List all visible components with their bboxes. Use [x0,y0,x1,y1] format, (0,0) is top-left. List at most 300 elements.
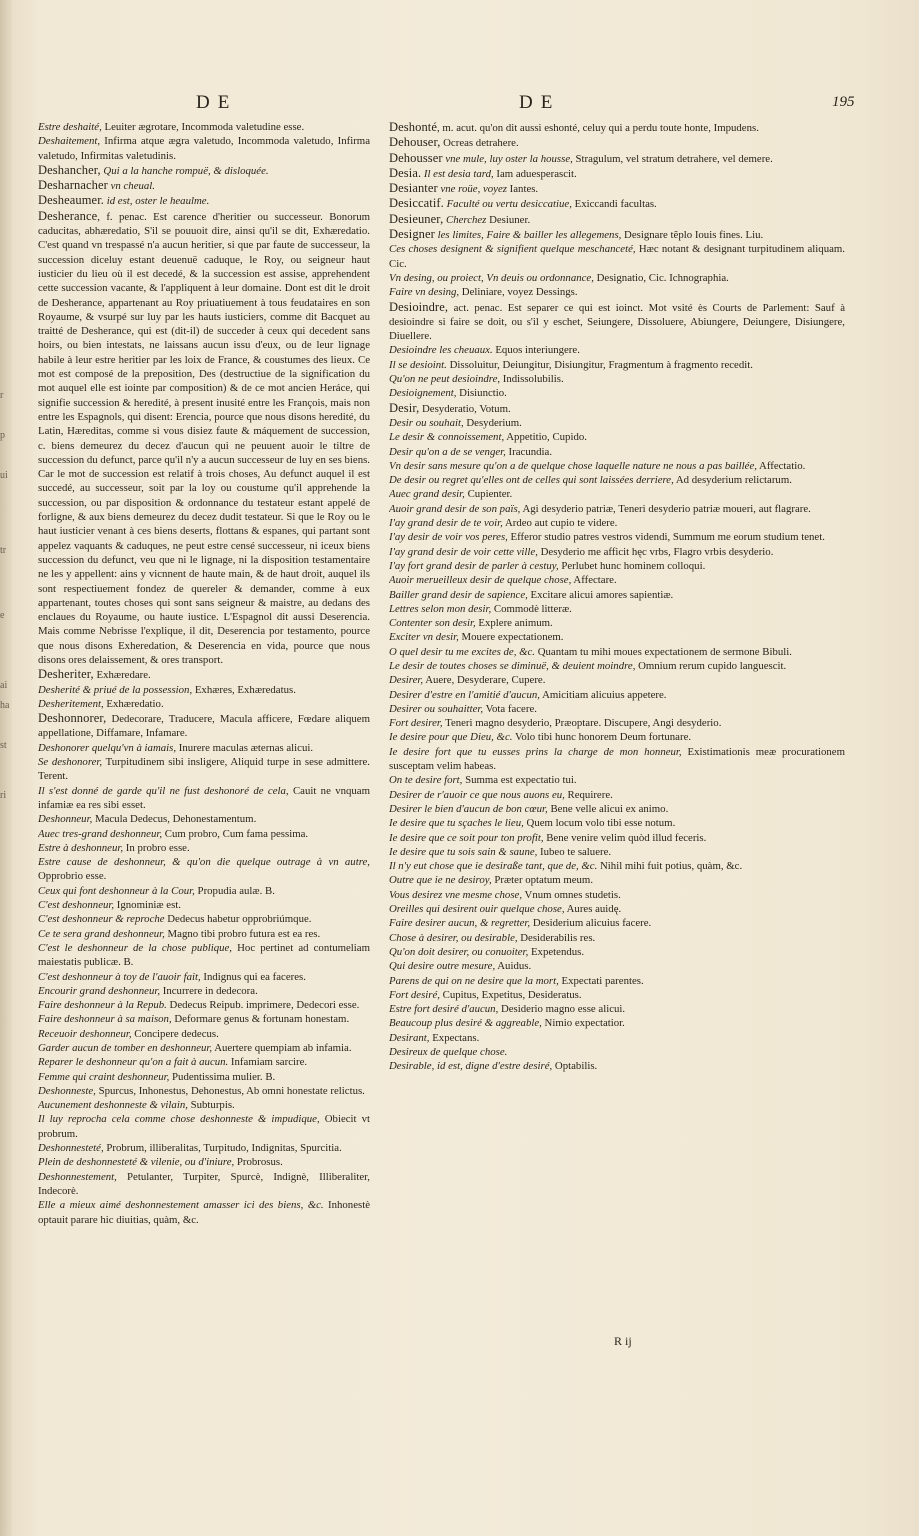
dictionary-entry [389,430,845,444]
entry-text: Nihil mihi fuit potius, quàm, &c. [597,860,743,873]
entry-text: Iracundia. [505,445,553,458]
dictionary-entry [38,178,370,193]
dictionary-entry [389,151,845,166]
entry-french: Faculté ou vertu desiccatiue, [443,198,572,211]
entry-text: Macula Dedecus, Dehonestamentum. [92,813,257,826]
entry-french: Desirer d'estre en l'amitié d'aucun, [389,688,540,701]
entry-text: Bene venire velim quòd illud feceris. [543,831,707,844]
entry-french: Se deshonorer, [38,756,103,769]
entry-text: Vnum omnes studetis. [522,888,621,901]
entry-headword: Desharnacher [38,178,108,193]
entry-text: Inurere maculas æternas alicui. [176,741,314,754]
entry-text: Turpitudinem sibi insligere, Aliquid turpe in sese admittere. Terent. [38,756,370,783]
entry-french: Lettres selon mon desir, [389,602,492,615]
dictionary-entry [38,855,370,884]
dictionary-entry [38,755,370,784]
dictionary-entry [389,473,845,487]
entry-text: Existimationis meæ procurationem susceptam velim habeas. [389,745,845,773]
entry-text: Leuiter ægrotare, Incommoda valetudine esse. [101,121,305,133]
dictionary-entry [38,1070,370,1084]
entry-headword: Desheriter, [38,667,94,682]
dictionary-entry [38,1170,370,1199]
signature-mark: R ij [614,1334,632,1348]
entry-text: Deformare genus & fortunam honestam. [171,1013,350,1026]
entry-french: Auoir grand desir de son païs, [389,502,521,515]
entry-french: Oreilles qui desirent ouir quelque chose, [389,903,565,916]
entry-french: Auec grand desir, [389,488,465,501]
dictionary-entry [38,1098,370,1112]
dictionary-entry [389,300,845,344]
dictionary-entry [389,545,845,559]
entry-text: Pudentissima mulier. B. [169,1070,276,1083]
entry-text: Cupitus, Expetitus, Desideratus. [439,988,582,1001]
entry-text: Ocreas detrahere. [440,137,519,150]
entry-text: Hæc notant & designant turpitudinem aliquam. Cic. [389,243,845,270]
dictionary-entry [389,802,845,816]
dictionary-entry [389,343,845,357]
entry-text: Dedecus habetur opprobriúmque. [164,913,312,926]
entry-french: C'est le deshonneur de la chose publique, [38,941,233,954]
entry-french: Desirer ou souhaitter, [389,702,484,715]
entry-french: Receuoir deshonneur, [38,1027,132,1040]
dictionary-entry [389,459,845,473]
dictionary-entry [389,487,845,501]
entry-text: Optabilis. [552,1060,598,1073]
entry-text: Commodè litteræ. [491,602,572,615]
dictionary-entry [389,416,845,430]
entry-text: Præter optatum meum. [491,874,594,887]
dictionary-entry [389,730,845,744]
entry-text: Propudia aulæ. B. [194,884,275,897]
entry-text: Cauit ne vnquam infamiæ ea res sibi esset. [38,784,370,811]
margin-fragment: e [0,610,5,621]
entry-french: Vous desirez vne mesme chose, [389,888,523,901]
entry-french: Desir qu'on a de se venger, [389,445,506,458]
dictionary-entry [389,616,845,630]
dictionary-entry [389,559,845,573]
right-column [389,120,845,1350]
entry-french: Desirant, [389,1031,430,1044]
entry-french: Il est desia tard, [421,167,494,180]
entry-french: Ce te sera grand deshonneur, [38,927,165,940]
dictionary-entry [38,163,370,178]
dictionary-entry [38,209,370,668]
margin-fragment: ai [0,680,8,691]
dictionary-entry [389,285,845,299]
entry-french: Deshonneur, [38,813,93,826]
entry-headword: Desieuner, [389,211,444,226]
entry-text: Nimio expectatior. [541,1017,625,1030]
entry-french: Qui a la hanche rompuë, & disloquée. [100,164,269,177]
entry-french: Auec tres-grand deshonneur, [38,827,163,840]
entry-french: Cherchez [443,213,487,226]
entry-text: Dissoluitur, Deiungitur, Disiungitur, Fragmentum à fragmento recedit. [446,358,753,371]
entry-french: Aucunement deshonneste & vilain, [38,1099,188,1112]
dictionary-entry [389,859,845,873]
entry-text: Disiunctio. [456,387,507,400]
margin-fragment: r [0,390,4,401]
entry-french: Qui desire outre mesure, [389,960,496,973]
entry-french: Beaucoup plus desiré & aggreable, [389,1017,542,1030]
entry-french: Estre cause de deshonneur, & qu'on die quelque outrage à vn autre, [38,856,370,869]
margin-fragment: p [0,430,5,441]
entry-text: Ardeo aut cupio te videre. [502,517,618,530]
entry-french: Outre que ie ne desiroy, [389,874,492,887]
entry-text: Auidus. [495,960,532,973]
dictionary-entry [389,630,845,644]
dictionary-entry [389,401,845,416]
entry-french: Desireux de quelque chose. [389,1046,508,1058]
entry-text: Exiccandi facultas. [571,198,657,211]
entry-french: Fort desirer, [389,717,443,730]
dictionary-entry [389,688,845,702]
entry-text: Stragulum, vel stratum detrahere, vel demere. [572,152,773,165]
dictionary-entry [389,916,845,930]
entry-french: Faire vn desing, [389,286,460,299]
entry-text: Dedecus Reipub. imprimere, Dedecori esse. [166,999,360,1012]
entry-french: Desioindre les cheuaux. [389,344,493,357]
entry-text: Desiuner. [486,213,531,226]
entry-french: Deshonneste, [38,1084,96,1097]
entry-french: Estre deshaité, [38,121,102,133]
entry-text: Explere animum. [475,617,553,630]
dictionary-entry [38,884,370,898]
entry-text: Expectati parentes. [558,974,644,987]
dictionary-entry [389,902,845,916]
entry-text: Infamiam sarcire. [228,1056,308,1069]
entry-text: Exhæres, Exhæredatus. [192,683,296,696]
entry-french: Il n'y eut chose que ie desiraße tant, que de, &c. [389,860,598,873]
entry-french: C'est deshonneur, [38,899,115,912]
entry-text: Cum probro, Cum fama pessima. [162,827,309,840]
entry-french: Encourir grand deshonneur, [38,984,161,997]
entry-french: Il s'est donné de garde qu'il ne fust deshonoré de cela, [38,784,289,797]
entry-french: Ces choses designent & signifient quelque meschanceté, [389,243,636,256]
entry-text: Designare tẽplo Iouis fines. Liu. [621,229,764,242]
entry-text: Excitare alicui amores sapientiæ. [527,588,674,601]
entry-text: Iantes. [506,183,539,196]
entry-french: Bailler grand desir de sapience, [389,588,528,601]
dictionary-entry [389,659,845,673]
entry-french: Faire deshonneur à sa maison, [38,1013,172,1026]
entry-headword: Dehousser [389,150,443,165]
entry-french: vne mule, luy oster la housse, [442,152,573,165]
entry-text: Iam aduesperascit. [493,167,577,180]
entry-text: Auere, Desyderare, Cupere. [423,674,546,687]
entry-text: , f. penac. Est carence d'heritier ou successeur. Bonorum caducitas, abhæredatio, S'il se pouuoit dire, ainsi qu'il se dit, Exhæredatio. C'est quand vn trespassé n'a aucun heritier, si que par faute de successeur, la succession diceluy estant deuenuë caduque, le Roy, ou seigneur haut iusticier du lieu où il est decedé, & la succession est assise, apprehendent cette succession vacante, & l'appliquent à leur domaine. Dont est dit le droit de Desherance, appartenant au Roy priuatiuement à tous feudataires en son Royaume, & vsurpé sur luy par les hauts iusticiers, comme dit Bacquet au traitté de Desherance, qui est (dit-il) de succeder à ceux qui decedent sans hoirs, ou bien intestats, ne laissans aucun issu d'eux, ou de leur lignage habile à leur estre heritier par les loix de France, & coustumes des lieux. Ce mot est composé de la preposition, Des (destructiue de la signification du mot auquel elle est iointe par composition) & de ce mot ancien Heráce, qui signifie succession & heredité, à present inusité entre les François, mais non entre les Espagnols, qui disent: Erencia, pource que nous disons heredité, du Latin, Hæreditas, comme si vous disiez faute & máquement de succession, c. biens demeurez du decez d'aucun qui ne peuuent auoir le tiltre de succession du defunct, parce qu'il n'y a aucun successeur de luy en ses biens. Car le mot de succession est relatif à trois choses, Au defunct auquel il est succedé, au successeur, soit par la loy ou coustume qu'il apprehende la succession, ou par disposition & ordonnance du testateur estant appelé de forligne, & aux biens demeurez du decez dudit testateur. Si que le Roy ou le haut iusticier venant à ces biens deserts, flottans & espanes, qui partant sont appelez vaquants & caduques, ne peut estre censé successeur, ni iceux biens succession du defunct, veu que ni le lignage, ni la disposition testamentaire ne les y appellent: ains y vicnnent de haute main, & de haut droit, auquel ils sont respectiuement fondez de quereler & demander, comme à eux appartenant, toutes choses qui sont sans seigneur & maistre, au dedans des enclaues du Royaume, ou haute iustice. L'Espagnol dit aussi Deserencia. Mais comme Nebrisse l'explique, il dit, Deserencia por testamento, pource que nous disons Exheredation, & Deserencia en vida, pource que nous disons ores delaissement, & ores transport. [38,210,370,666]
entry-text: Appetitio, Cupido. [504,431,587,444]
entry-text: Agi desyderio patriæ, Teneri desyderio patriæ moueri, aut flagrare. [520,502,811,515]
entry-text: Amicitiam alicuius appetere. [539,688,667,701]
dictionary-entry [389,602,845,616]
entry-french: I'ay fort grand desir de parler à cestuy, [389,559,559,572]
entry-text: Indissolubilis. [500,373,564,386]
page-number: 195 [832,94,855,110]
entry-text: Omnium rerum cupido languescit. [635,659,787,672]
entry-french: Qu'on doit desirer, ou conuoiter, [389,945,529,958]
dictionary-entry [38,784,370,813]
dictionary-entry [389,271,845,285]
entry-french: Desirer le bien d'aucun de bon cœur, [389,802,548,815]
dictionary-entry [389,1059,845,1073]
entry-headword: Desiccatif. [389,196,444,211]
dictionary-entry [389,516,845,530]
entry-text: Bene velle alicui ex animo. [547,802,669,815]
dictionary-entry [389,959,845,973]
entry-french: Ie desire pour que Dieu, &c. [389,731,513,744]
entry-french: Estre fort desiré d'aucun, [389,1003,499,1016]
dictionary-entry [389,1016,845,1030]
entry-headword: Desia. [389,165,422,180]
margin-fragment: st [0,740,7,751]
entry-headword: Deshancher, [38,162,101,177]
entry-french: Ie desire fort que tu eusses prins la charge de mon honneur, [389,745,682,758]
entry-text: Dedecorare, Traducere, Macula afficere, Fœdare aliquem appellatione, Diffamare, Infamare. [38,713,370,740]
entry-french: De desir ou regret qu'elles ont de celles qui sont laissées derriere, [389,474,674,487]
entry-french: I'ay grand desir de voir cette ville, [389,545,538,558]
entry-text: Aures auidę. [564,903,622,916]
entry-french: id est, oster le heaulme. [104,195,210,208]
entry-text: Teneri magno desyderio, Præoptare. Discupere, Angi desyderio. [442,717,722,730]
dictionary-entry [38,697,370,711]
dictionary-entry [389,588,845,602]
entry-text: Exhæredare. [93,669,151,682]
entry-french: C'est deshonneur à toy de l'auoir fait, [38,970,201,983]
dictionary-entry [38,841,370,855]
dictionary-entry [389,212,845,227]
dictionary-entry [389,196,845,211]
entry-text: Obiecit vt probrum. [38,1113,370,1140]
dictionary-entry [389,974,845,988]
entry-french: Deshonorer quelqu'vn à iamais, [38,741,177,754]
entry-french: Desirer, [389,674,424,687]
dictionary-entry [389,1002,845,1016]
dictionary-entry [389,931,845,945]
dictionary-entry [38,667,370,682]
dictionary-entry [389,135,845,150]
dictionary-entry [38,998,370,1012]
entry-french: Estre à deshonneur, [38,841,124,854]
margin-fragment: ui [0,470,8,481]
dictionary-entry [38,193,370,208]
entry-french: Garder aucun de tomber en deshonneur, [38,1042,213,1054]
dictionary-entry [389,166,845,181]
entry-headword: Desianter [389,181,438,196]
entry-text: Probrum, illiberalitas, Turpitudo, Indignitas, Spurcitia. [103,1142,342,1155]
dictionary-entry [389,673,845,687]
entry-french: Il luy reprocha cela comme chose deshonneste & impudique, [38,1113,320,1126]
entry-headword: Deshonnorer, [38,711,107,726]
entry-french: Ceux qui font deshonneur à la Cour, [38,884,195,897]
entry-french: vn cheual. [107,180,155,193]
entry-text: Summa est expectatio tui. [462,774,577,787]
entry-french: Le desir & connoissement, [389,431,505,444]
entry-headword: Dehouser, [389,135,441,150]
dictionary-entry [38,1112,370,1141]
entry-french: Vn desing, ou proiect, Vn deuis ou ordonnance, [389,271,594,284]
entry-french: Deshonnesteté, [38,1142,104,1155]
entry-text: Equos interiungere. [492,344,580,357]
dictionary-entry [389,773,845,787]
left-column [38,120,370,1360]
entry-french: Il se desioint. [389,358,447,371]
entry-text: Desiderio magno esse alicui. [498,1003,626,1016]
dictionary-entry [38,927,370,941]
entry-french: Desirable, id est, digne d'estre desiré, [389,1060,553,1073]
entry-french: Chose à desirer, ou desirable, [389,931,518,944]
dictionary-entry [389,1031,845,1045]
entry-text: In probro esse. [123,841,190,854]
dictionary-entry [38,912,370,926]
entry-text: Magno tibi probro futura est ea res. [164,927,321,940]
dictionary-entry [38,827,370,841]
margin-fragment: tr [0,545,7,556]
dictionary-entry [38,941,370,970]
entry-headword: Desir, [389,400,420,415]
entry-text: Desiderium alicuius facere. [530,917,652,930]
entry-text: Ad desyderium relictarum. [673,474,792,487]
entry-text: Concipere dedecus. [131,1027,219,1040]
entry-french: Deshaitement, [38,135,101,148]
dictionary-entry [38,120,370,134]
dictionary-entry [389,445,845,459]
entry-text: Vota facere. [483,702,537,715]
dictionary-entry [389,702,845,716]
dictionary-entry [38,1055,370,1069]
entry-text: Inhonestè optauit parare hic diuitias, quàm, &c. [38,1199,370,1226]
dictionary-entry [389,988,845,1002]
running-head-left: DE [196,92,238,113]
dictionary-entry [389,888,845,902]
entry-text: Infirma atque ægra valetudo, Incommoda valetudo, Infirma valetudo, Infirmitas valetudinis. [38,135,370,162]
entry-text: , m. acut. qu'on dit aussi eshonté, celuy qui a perdu toute honte, Impudens. [437,122,759,134]
entry-french: Ie desire que tu sois sain & saune, [389,845,538,858]
entry-text: Incurrere in dedecora. [160,984,258,997]
entry-text: Perlubet hunc hominem colloqui. [558,559,706,572]
dictionary-entry [38,1084,370,1098]
dictionary-entry [389,645,845,659]
entry-text: Auertere quempiam ab infamia. [212,1042,352,1054]
entry-french: Desirer de r'auoir ce que nous auons eu, [389,788,565,801]
entry-headword: Desheaumer. [38,193,105,208]
entry-french: Faire deshonneur à la Repub. [38,999,167,1012]
entry-french: Ie desire que ce soit pour ton profit, [389,831,544,844]
entry-french: Elle a mieux aimé deshonnestement amasser ici des biens, &c. [38,1199,324,1212]
dictionary-entry [38,812,370,826]
entry-french: Femme qui craint deshonneur, [38,1070,170,1083]
entry-text: act. penac. Est separer ce qui est ioinct. Mot vsité ès Courts de Parlement: Sauf à desioindre si faire se doit, ou s'il y eschet, Seiungere, Dissoluere, Abiungere, Deiungere, Disiungere, Diuellere. [389,301,845,343]
entry-text: Expectans. [429,1031,480,1044]
dictionary-entry [38,970,370,984]
dictionary-entry [389,120,845,135]
entry-french: Desheritement, [38,697,104,710]
entry-text: Designatio, Cic. Ichnographia. [593,271,729,284]
dictionary-entry [389,816,845,830]
entry-text: Subturpis. [187,1099,235,1112]
margin-fragment: ri [0,790,7,801]
entry-headword: Deshonté [389,120,438,134]
dictionary-entry [38,1027,370,1041]
entry-text: Spurcus, Inhonestus, Dehonestus, Ab omni honestate relictus. [95,1084,365,1097]
entry-french: Exciter vn desir, [389,631,459,644]
dictionary-entry [38,741,370,755]
entry-text: Volo tibi hunc honorem Deum fortunare. [512,731,692,744]
dictionary-entry [389,242,845,271]
entry-french: Le desir de toutes choses se diminuë, & deuient moindre, [389,659,636,672]
entry-text: Desyderium. [463,416,522,429]
entry-text: Expetendus. [528,945,585,958]
dictionary-entry [389,502,845,516]
entry-french: Desherité & priué de la possession, [38,683,193,696]
entry-text: Quem locum volo tibi esse notum. [523,817,676,830]
entry-text: Efferor studio patres vestros videndi, Summum me eorum studium tenet. [507,531,825,544]
entry-french: Contenter son desir, [389,617,476,630]
entry-text: Desyderio me afficit hęc vrbs, Flagro vrbis desyderio. [537,545,774,558]
entry-french: Parens de qui on ne desire que la mort, [389,974,559,987]
entry-text: Affectare. [571,574,617,587]
entry-french: Auoir merueilleux desir de quelque chose, [389,574,572,587]
entry-text: Cupienter. [464,488,513,501]
entry-text: Iubeo te saluere. [537,845,612,858]
entry-french: vne roüe, voyez [437,183,507,196]
entry-text: Hoc pertinet ad contumeliam maiestatis publicæ. B. [38,941,370,969]
entry-french: I'ay desir de voir vos peres, [389,531,508,544]
dictionary-entry [389,845,845,859]
entry-text: Desiderabilis res. [517,931,596,944]
entry-french: Faire desirer aucun, & regretter, [389,917,531,930]
entry-text: Desyderatio, Votum. [419,402,511,415]
entry-french: Fort desiré, [389,988,440,1001]
dictionary-entry [38,683,370,697]
entry-french: Deshonnestement, [38,1170,117,1183]
binding-gutter [0,0,12,1536]
entry-french: Desir ou souhait, [389,416,464,429]
entry-text: Mouere expectationem. [458,631,564,644]
dictionary-entry [389,945,845,959]
dictionary-entry [38,134,370,163]
entry-text: Quantam tu mihi moues expectationem de sermone Bibuli. [535,645,792,658]
entry-text: Petulanter, Turpiter, Spurcè, Indignè, Illiberaliter, Indecorè. [38,1170,370,1197]
entry-headword: Desioindre, [389,299,449,314]
dictionary-entry [389,227,845,242]
dictionary-entry [389,358,845,372]
entry-french: Desioignement, [389,387,457,400]
dictionary-entry [38,711,370,741]
dictionary-entry [38,1041,370,1055]
dictionary-entry [38,898,370,912]
entry-french: Qu'on ne peut desioindre, [389,373,501,386]
running-head-right: DE [519,92,561,113]
entry-headword: Designer [389,227,435,242]
dictionary-entry [38,984,370,998]
entry-french: I'ay grand desir de te voir, [389,517,503,530]
dictionary-entry [38,1141,370,1155]
dictionary-entry [389,386,845,400]
dictionary-entry [38,1198,370,1227]
entry-text: Indignus qui ea faceres. [200,970,306,983]
dictionary-entry [38,1155,370,1169]
entry-text: Probrosus. [234,1156,283,1169]
entry-text: Deliniare, voyez Dessings. [459,286,578,299]
dictionary-entry [389,573,845,587]
entry-french: les limites, Faire & bailler les allegemens, [434,229,622,242]
dictionary-entry [389,530,845,544]
entry-french: O quel desir tu me excites de, &c. [389,645,536,658]
entry-french: Ie desire que tu sçaches le lieu, [389,817,524,830]
dictionary-entry [38,1012,370,1026]
dictionary-entry [389,1045,845,1059]
entry-text: Affectatio. [756,459,806,472]
